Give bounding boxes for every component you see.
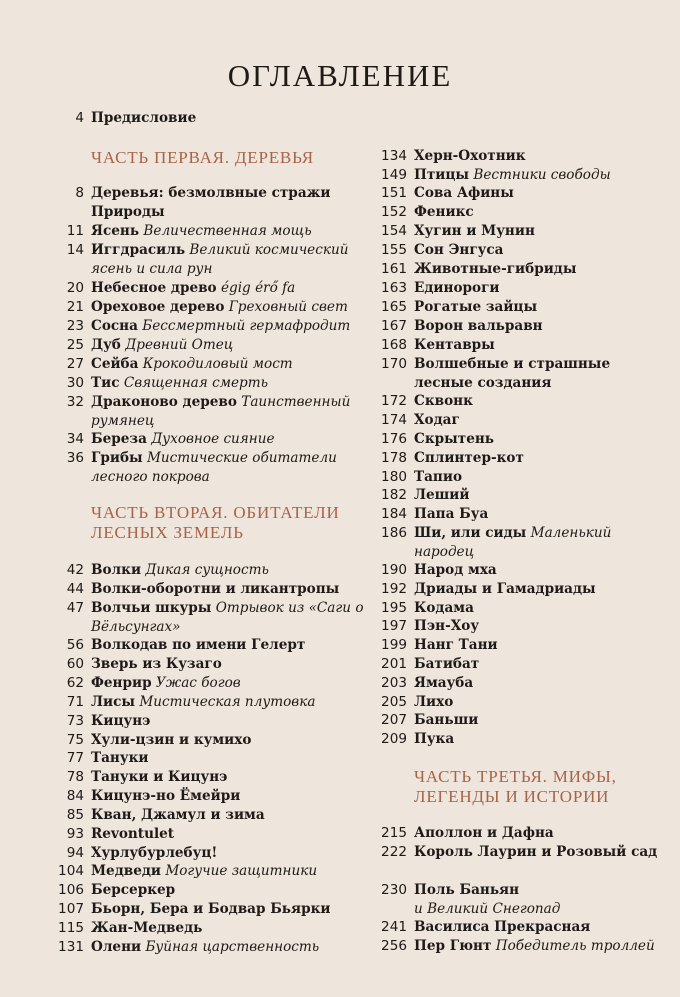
entry-title: Пэн-Хоу	[414, 618, 480, 634]
entry-subtitle: Величественная мощь	[143, 223, 312, 239]
page-number: 21	[66, 299, 84, 315]
entry-title: Птицы	[414, 167, 470, 183]
toc-entry[interactable]	[370, 279, 670, 298]
toc-entry[interactable]	[50, 241, 370, 279]
entry-title: Батибат	[414, 656, 480, 672]
entry-title: Аполлон и Дафна	[414, 825, 554, 841]
toc-entry[interactable]	[50, 731, 370, 750]
page-number: 192	[381, 581, 407, 597]
page-number: 152	[381, 204, 407, 220]
entry-title: Волшебные и страшные лесные создания	[414, 356, 611, 391]
toc-entry[interactable]	[50, 844, 370, 863]
entry-title: Скрытень	[414, 431, 495, 447]
toc-entry[interactable]	[370, 505, 670, 524]
page-number: 78	[66, 769, 84, 785]
entry-title: Феникс	[414, 204, 474, 220]
toc-entry[interactable]	[50, 825, 370, 844]
entry-title: Иггдрасиль	[91, 242, 186, 258]
toc-entry[interactable]	[370, 298, 670, 317]
entry-title: Тануки	[91, 750, 149, 766]
page-number: 155	[381, 242, 407, 258]
entry-subtitle: Духовное сияние	[151, 431, 275, 447]
page-number: 44	[66, 581, 84, 597]
page-number: 180	[381, 469, 407, 485]
toc-entry[interactable]	[370, 937, 670, 956]
page-number: 106	[58, 882, 84, 898]
toc-entry[interactable]	[50, 900, 370, 919]
entry-title: Сова Афины	[414, 185, 514, 201]
page-number: 23	[66, 318, 84, 334]
entry-title: Животные-гибриды	[414, 261, 577, 277]
toc-entry[interactable]	[370, 693, 670, 712]
entry-subtitle: Таинственный румянец	[91, 394, 351, 429]
page-number: 62	[66, 675, 84, 691]
entry-subtitle: Дикая сущность	[145, 562, 269, 578]
toc-entry[interactable]	[50, 862, 370, 881]
page-number: 174	[381, 412, 407, 428]
page-number: 107	[58, 901, 84, 917]
entry-title: Грибы	[91, 450, 143, 466]
page-number: 199	[381, 637, 407, 653]
entry-subtitle: Ужас богов	[155, 675, 241, 691]
entry-title: Ходаг	[414, 412, 460, 428]
toc-entry[interactable]	[370, 636, 670, 655]
page-number: 203	[381, 675, 407, 691]
toc-entry[interactable]	[370, 617, 670, 636]
entry-title: Поль Баньян	[414, 882, 520, 898]
toc-entry[interactable]	[50, 109, 370, 128]
entry-title: Хурлубурлебуц!	[91, 845, 218, 861]
page-number: 93	[66, 826, 84, 842]
toc-entry[interactable]	[50, 222, 370, 241]
entry-title: Король Лаурин и Розовый сад	[414, 844, 658, 860]
toc-entry[interactable]	[50, 881, 370, 900]
page-number: 47	[66, 600, 84, 616]
page-number: 209	[381, 731, 407, 747]
page-number: 73	[66, 713, 84, 729]
entry-title: Баньши	[414, 712, 479, 728]
page-number: 172	[381, 393, 407, 409]
entry-title: Волчьи шкуры	[91, 600, 212, 616]
entry-title: Рогатые зайцы	[414, 299, 538, 315]
toc-entry[interactable]	[370, 561, 670, 580]
page-number: 207	[381, 712, 407, 728]
entry-subtitle: Маленький народец	[414, 525, 612, 560]
entry-title: Хули-цзин и кумихо	[91, 732, 252, 748]
entry-title: Жан-Медведь	[91, 920, 203, 936]
page-number: 85	[66, 807, 84, 823]
toc-entry[interactable]	[370, 147, 670, 166]
entry-subtitle: Мистические обитатели лесного покрова	[91, 450, 337, 485]
entry-title: Ямауба	[414, 675, 474, 691]
entry-title: Сосна	[91, 318, 138, 334]
toc-entry[interactable]	[370, 711, 670, 730]
entry-title: Сон Энгуса	[414, 242, 504, 258]
toc-entry[interactable]	[50, 374, 370, 393]
entry-title: Ясень	[91, 223, 140, 239]
page-number: 115	[58, 920, 84, 936]
toc-entry[interactable]	[50, 768, 370, 787]
page-number: 77	[66, 750, 84, 766]
page-number: 170	[381, 356, 407, 372]
page-number: 182	[381, 487, 407, 503]
page-number: 84	[66, 788, 84, 804]
entry-title: Кицунэ	[91, 713, 151, 729]
toc-column-right	[370, 0, 670, 997]
entry-title: Волки	[91, 562, 142, 578]
entry-subtitle: Буйная царственность	[145, 939, 320, 955]
entry-title: Нанг Тани	[414, 637, 498, 653]
entry-title: Сейба	[91, 356, 139, 372]
entry-subtitle: Победитель троллей	[495, 938, 655, 954]
toc-entry[interactable]	[50, 449, 370, 487]
toc-entry[interactable]	[50, 184, 370, 222]
toc-entry[interactable]	[50, 655, 370, 674]
entry-title: Лихо	[414, 694, 454, 710]
toc-entry[interactable]	[50, 636, 370, 655]
entry-subtitle: Древний Отец	[125, 337, 234, 353]
toc-entry[interactable]	[50, 430, 370, 449]
toc-entry[interactable]	[370, 260, 670, 279]
page-number: 161	[381, 261, 407, 277]
toc-entry[interactable]	[370, 674, 670, 693]
entry-subtitle: Бессмертный гермафродит	[142, 318, 351, 334]
page-number: 8	[75, 185, 84, 201]
page-number: 222	[381, 844, 407, 860]
toc-entry[interactable]	[370, 184, 670, 203]
page-number: 60	[66, 656, 84, 672]
entry-title: Сквонк	[414, 393, 473, 409]
entry-title: Драконово дерево	[91, 394, 237, 410]
toc-entry[interactable]	[370, 843, 670, 862]
entry-title: Тануки и Кицунэ	[91, 769, 228, 785]
page-number: 36	[66, 450, 84, 466]
part-heading: ЧАСТЬ ТРЕТЬЯ. МИФЫ, ЛЕГЕНДЫ И ИСТОРИИ	[414, 767, 617, 806]
page-number: 104	[58, 863, 84, 879]
entry-title: Волки-оборотни и ликантропы	[91, 581, 340, 597]
entry-subtitle: Мистическая плутовка	[139, 694, 316, 710]
page-title: ОГЛАВЛЕНИЕ	[227, 58, 453, 93]
page-number: 176	[381, 431, 407, 447]
page-number: 32	[66, 394, 84, 410]
page-number: 190	[381, 562, 407, 578]
page-number: 165	[381, 299, 407, 315]
toc-entry[interactable]	[50, 355, 370, 374]
entry-title: Кодама	[414, 600, 474, 616]
toc-entry[interactable]	[370, 824, 670, 843]
page-number: 178	[381, 450, 407, 466]
toc-entry[interactable]	[50, 298, 370, 317]
entry-title: Деревья: безмолвные стражи Природы	[91, 185, 331, 220]
page-number: 20	[66, 280, 84, 296]
entry-title: Revontulet	[91, 826, 175, 842]
entry-subtitle: Крокодиловый мост	[142, 356, 293, 372]
toc-entry[interactable]	[370, 166, 670, 185]
entry-subtitle: Греховный свет	[228, 299, 348, 315]
page-number: 154	[381, 223, 407, 239]
entry-title: Народ мха	[414, 562, 497, 578]
entry-title: Дуб	[91, 337, 121, 353]
page-number: 30	[66, 375, 84, 391]
entry-title: Пука	[414, 731, 455, 747]
toc-entry[interactable]	[370, 203, 670, 222]
entry-subtitle: Великий космический ясень и сила рун	[91, 242, 349, 277]
entry-subtitle: Могучие защитники	[165, 863, 318, 879]
toc-entry[interactable]	[50, 749, 370, 768]
toc-entry[interactable]	[50, 336, 370, 355]
toc-entry[interactable]	[50, 712, 370, 731]
page-number: 230	[381, 882, 407, 898]
page-number: 197	[381, 618, 407, 634]
page-number: 71	[66, 694, 84, 710]
toc-entry[interactable]	[370, 317, 670, 336]
entry-title: Медведи	[91, 863, 161, 879]
toc-entry[interactable]	[370, 355, 670, 393]
toc-entry[interactable]	[370, 392, 670, 411]
page-number: 134	[381, 148, 407, 164]
page-number: 27	[66, 356, 84, 372]
entry-title: Лисы	[91, 694, 136, 710]
entry-title: Единороги	[414, 280, 500, 296]
toc-entry[interactable]	[50, 561, 370, 580]
toc-entry[interactable]	[370, 486, 670, 505]
page-number: 195	[381, 600, 407, 616]
toc-entry[interactable]	[50, 393, 370, 431]
toc-entry[interactable]	[50, 919, 370, 938]
toc-entry[interactable]	[370, 411, 670, 430]
entry-title: Сплинтер-кот	[414, 450, 524, 466]
entry-title: Волкодав по имени Гелерт	[91, 637, 306, 653]
toc-entry[interactable]	[50, 693, 370, 712]
toc-entry[interactable]	[50, 317, 370, 336]
page-number: 25	[66, 337, 84, 353]
page-number: 56	[66, 637, 84, 653]
entry-title: Фенрир	[91, 675, 152, 691]
entry-title: Тапио	[414, 469, 463, 485]
entry-title: Папа Буа	[414, 506, 489, 522]
entry-title: Херн-Охотник	[414, 148, 526, 164]
toc-entry[interactable]	[370, 468, 670, 487]
entry-title: Кентавры	[414, 337, 495, 353]
page-number: 256	[381, 938, 407, 954]
page-number: 131	[58, 939, 84, 955]
entry-title: Предисловие	[91, 110, 197, 126]
page-number: 42	[66, 562, 84, 578]
entry-subtitle: Отрывок из «Саги о Вёльсунгах»	[91, 600, 364, 635]
entry-title: Кван, Джамул и зима	[91, 807, 265, 823]
entry-title: Бьорн, Бера и Бодвар Бьярки	[91, 901, 331, 917]
toc-entry[interactable]	[370, 655, 670, 674]
toc-entry[interactable]	[50, 599, 370, 637]
toc-entry[interactable]	[370, 881, 670, 919]
toc-column-left	[50, 0, 370, 997]
page-number: 34	[66, 431, 84, 447]
toc-entry[interactable]	[370, 580, 670, 599]
entry-title: Дриады и Гамадриады	[414, 581, 596, 597]
entry-title: Небесное древо	[91, 280, 217, 296]
page-number: 11	[66, 223, 84, 239]
page-number: 241	[381, 919, 407, 935]
page-number: 151	[381, 185, 407, 201]
page-number: 186	[381, 525, 407, 541]
toc-entry[interactable]	[370, 599, 670, 618]
toc-entry[interactable]	[370, 730, 670, 749]
entry-title: Берсеркер	[91, 882, 176, 898]
toc-entry[interactable]	[370, 449, 670, 468]
entry-title: Зверь из Кузаго	[91, 656, 222, 672]
page-number: 14	[66, 242, 84, 258]
entry-subtitle: Вестники свободы	[473, 167, 611, 183]
page-number: 205	[381, 694, 407, 710]
toc-entry[interactable]	[370, 430, 670, 449]
toc-entry[interactable]	[50, 580, 370, 599]
toc-entry[interactable]	[50, 806, 370, 825]
entry-title: Леший	[414, 487, 470, 503]
toc-entry[interactable]	[50, 674, 370, 693]
part-heading: ЧАСТЬ ПЕРВАЯ. ДЕРЕВЬЯ	[91, 148, 314, 167]
entry-subtitle: и Великий Снегопад	[414, 900, 561, 917]
toc-entry[interactable]	[50, 787, 370, 806]
toc-entry[interactable]	[50, 938, 370, 957]
toc-entry[interactable]	[370, 241, 670, 260]
entry-title: Ворон вальравн	[414, 318, 543, 334]
entry-title: Василиса Прекрасная	[414, 919, 591, 935]
page-number: 184	[381, 506, 407, 522]
page-number: 149	[381, 167, 407, 183]
toc-entry[interactable]	[370, 524, 670, 562]
entry-title: Ши, или сиды	[414, 525, 527, 541]
toc-entry[interactable]	[370, 918, 670, 937]
entry-title: Хугин и Мунин	[414, 223, 535, 239]
entry-title: Тис	[91, 375, 120, 391]
page-number: 94	[66, 845, 84, 861]
entry-title: Пер Гюнт	[414, 938, 492, 954]
page-number: 75	[66, 732, 84, 748]
entry-subtitle: Священная смерть	[123, 375, 269, 391]
toc-entry[interactable]	[370, 336, 670, 355]
entry-title: Береза	[91, 431, 147, 447]
entry-subtitle: égig érő fa	[220, 280, 296, 296]
part-heading: ЧАСТЬ ВТОРАЯ. ОБИТАТЕЛИ ЛЕСНЫХ ЗЕМЕЛЬ	[91, 503, 340, 542]
page-number: 4	[75, 110, 84, 126]
toc-entry[interactable]	[50, 279, 370, 298]
page-number: 215	[381, 825, 407, 841]
page-number: 168	[381, 337, 407, 353]
page-number: 167	[381, 318, 407, 334]
page-number: 163	[381, 280, 407, 296]
entry-title: Кицунэ-но Ёмейри	[91, 788, 241, 804]
page-number: 201	[381, 656, 407, 672]
entry-title: Олени	[91, 939, 142, 955]
entry-title: Ореховое дерево	[91, 299, 225, 315]
toc-entry[interactable]	[370, 222, 670, 241]
